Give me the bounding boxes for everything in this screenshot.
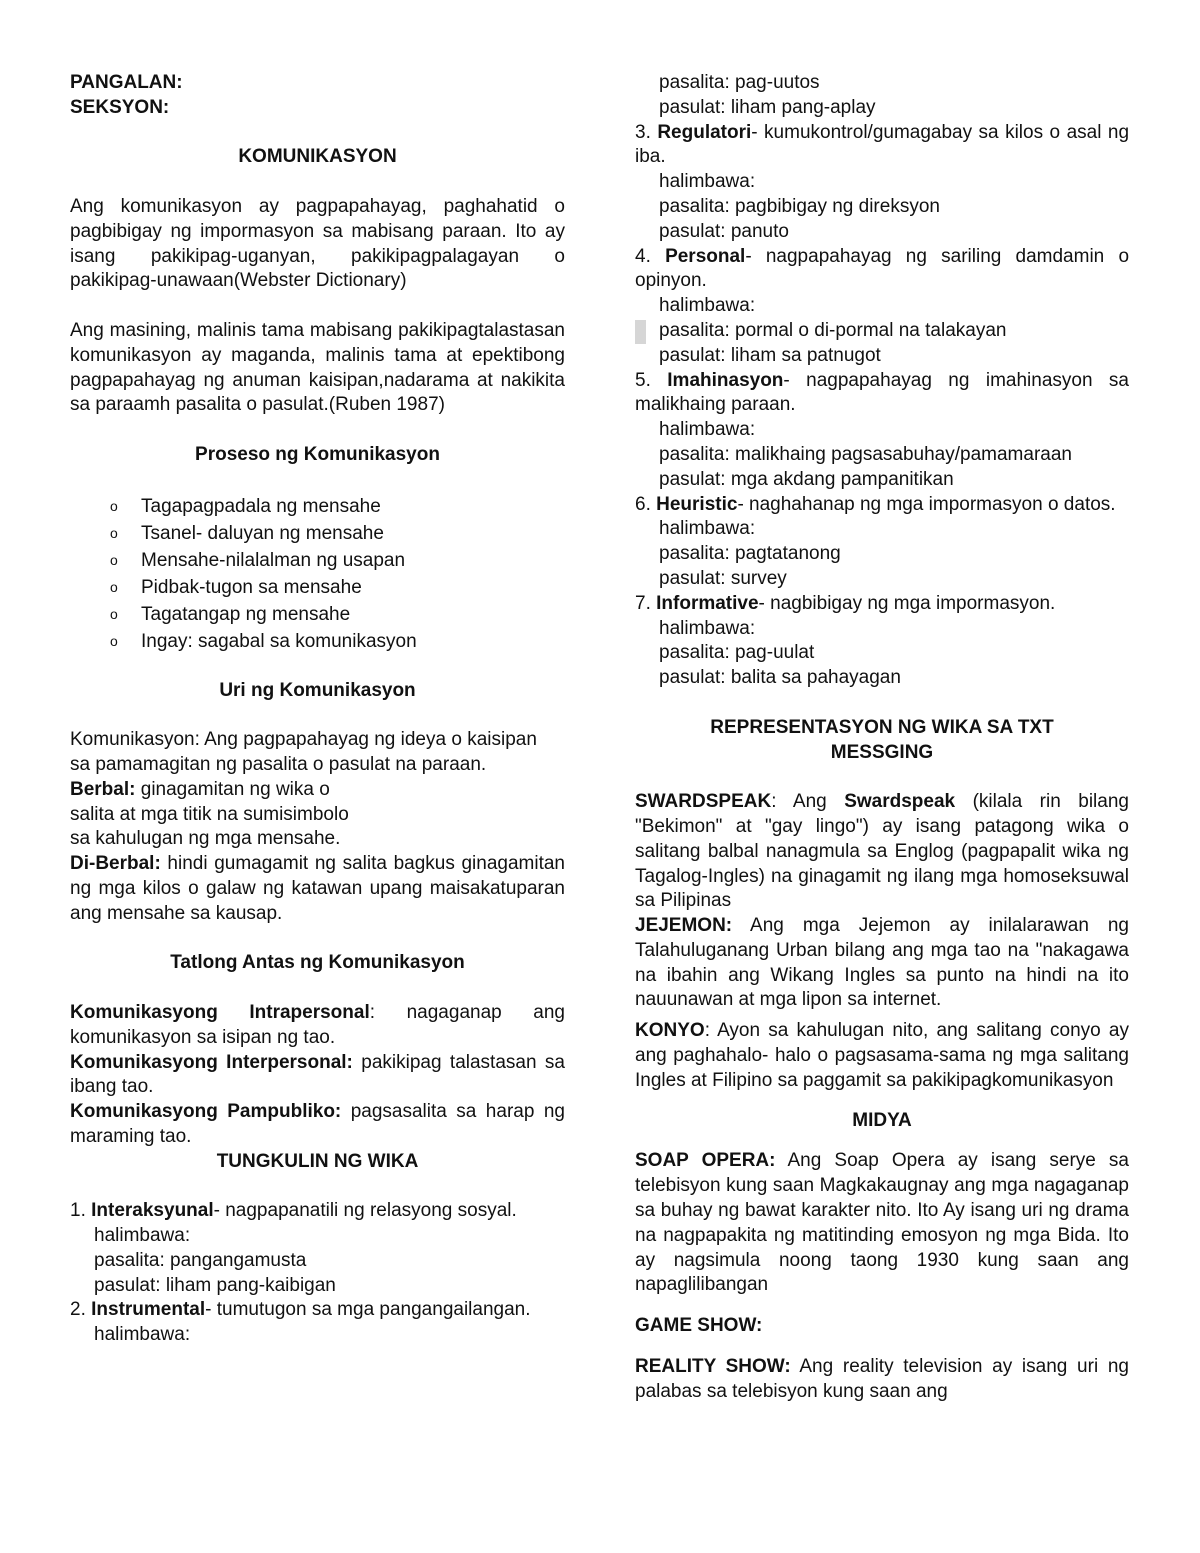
pampubliko-paragraph: Komunikasyong Pampubliko: pagsasalita sa harap ng maraming tao. xyxy=(70,1101,565,1147)
bullet-icon: o xyxy=(110,524,118,541)
right-column xyxy=(635,71,1129,1405)
proseso-title: Proseso ng Komunikasyon xyxy=(195,443,440,465)
example-pasalita: pasalita: malikhaing pagsasabuhay/pamamaraan xyxy=(659,443,1072,465)
example-pasulat: pasulat: mga akdang pampanitikan xyxy=(659,468,954,490)
pampubliko-term: Komunikasyong Pampubliko: xyxy=(70,1101,342,1123)
berbal-paragraph: Berbal: ginagamitan ng wika o xyxy=(70,778,330,800)
example-pasulat: pasulat: liham pang-kaibigan xyxy=(94,1274,336,1296)
game-show-heading: GAME SHOW: xyxy=(635,1315,763,1337)
left-column xyxy=(70,71,565,1348)
list-item: o Tagatangap ng mensahe xyxy=(70,601,565,628)
representasyon-title-line-1: REPRESENTASYON NG WIKA SA TXT xyxy=(710,716,1054,738)
example-pasulat: pasulat: survey xyxy=(659,567,787,589)
soap-opera-paragraph: SOAP OPERA: Ang Soap Opera ay isang serye sa telebisyon kung saan Magkakaugnay ang mga nagaganap sa buhay ng bawat karakter nito. Ito Ay isang uri ng drama na nagpapakita ng matitinding emosyon ng mga Bida. Ito ay nagsimula noong taong 1930 kung saan ang napaglilibangan xyxy=(635,1150,1129,1296)
diberbal-term: Di-Berbal: xyxy=(70,853,161,875)
intrapersonal-term: Komunikasyong Intrapersonal xyxy=(70,1001,370,1023)
interpersonal-term: Komunikasyong Interpersonal: xyxy=(70,1051,353,1073)
uri-title: Uri ng Komunikasyon xyxy=(219,679,416,701)
tungkulin-item-3: 3. Regulatori- kumukontrol/gumagabay sa kilos o asal ng iba. xyxy=(635,121,1130,168)
halimbawa-label: halimbawa: xyxy=(659,419,756,441)
halimbawa-label: halimbawa: xyxy=(659,171,756,193)
berbal-line-3: sa kahulugan ng mga mensahe. xyxy=(70,828,341,850)
representasyon-title-line-2: MESSGING xyxy=(830,741,934,763)
halimbawa-label: halimbawa: xyxy=(659,295,756,317)
tungkulin-item-1: 1. Interaksyunal- nagpapanatili ng relasyong sosyal. xyxy=(70,1200,517,1222)
tungkulin-item-7: 7. Informative- nagbibigay ng mga impormasyon. xyxy=(635,592,1056,614)
example-pasulat: pasulat: balita sa pahayagan xyxy=(659,667,901,689)
tungkulin-item-6: 6. Heuristic- naghahanap ng mga impormasyon o datos. xyxy=(635,493,1116,515)
section-label: SEKSYON: xyxy=(70,96,170,118)
tungkulin-item-5: 5. Imahinasyon- nagpapahayag ng imahinasyon sa malikhaing paraan. xyxy=(635,369,1129,416)
berbal-term: Berbal: xyxy=(70,778,136,800)
example-pasalita: pasalita: pag-uulat xyxy=(659,642,815,664)
example-pasalita: pasalita: pagbibigay ng direksyon xyxy=(659,195,940,217)
list-item: o Tagapagpadala ng mensahe xyxy=(70,493,565,520)
example-pasulat: pasulat: panuto xyxy=(659,220,789,242)
interpersonal-paragraph: Komunikasyong Interpersonal: pakikipag talastasan sa ibang tao. xyxy=(70,1051,565,1098)
bullet-icon: o xyxy=(110,497,118,514)
bullet-icon: o xyxy=(110,605,118,622)
bullet-icon: o xyxy=(110,578,118,595)
halimbawa-label: halimbawa: xyxy=(659,617,756,639)
diberbal-paragraph: Di-Berbal: hindi gumagamit ng salita bagkus ginagamitan ng mga kilos o galaw ng katawan upang maisakatuparan ang mensahe sa kausap. xyxy=(70,853,565,924)
list-item: o Ingay: sagabal sa komunikasyon xyxy=(70,628,565,655)
konyo-paragraph: KONYO: Ayon sa kahulugan nito, ang salitang conyo ay ang paghahalo- halo o pagsasama-sama ng mga salitang Ingles at Filipino sa paggamit sa pakikipagkomunikasyon xyxy=(635,1020,1129,1091)
jejemon-paragraph: JEJEMON: Ang mga Jejemon ay inilalarawan ng Talahuluganang Urban bilang ang mga tao na "nakagawa na ibahin ang Wikang Ingles sa punto na hindi na ito nauunawan at mga lipon sa internet. xyxy=(635,915,1129,1011)
example-pasalita: pasalita: pagtatanong xyxy=(659,543,841,565)
list-item: o Mensahe-nilalalman ng usapan xyxy=(70,547,565,574)
example-pasalita: pasalita: pormal o di-pormal na talakayan xyxy=(659,319,1007,341)
gray-marker xyxy=(635,320,646,344)
example-pasulat: pasulat: liham pang-aplay xyxy=(659,96,876,118)
example-pasulat: pasulat: liham sa patnugot xyxy=(659,344,881,366)
berbal-line-2: salita at mga titik na sumisimbolo xyxy=(70,803,349,825)
tungkulin-title: TUNGKULIN NG WIKA xyxy=(216,1150,419,1172)
list-item: o Pidbak-tugon sa mensahe xyxy=(70,574,565,601)
tungkulin-item-4: 4. Personal- nagpapahayag ng sariling damdamin o opinyon. xyxy=(635,245,1130,292)
midya-title: MIDYA xyxy=(852,1109,912,1131)
antas-title: Tatlong Antas ng Komunikasyon xyxy=(170,952,465,974)
example-pasalita: pasalita: pangangamusta xyxy=(94,1249,307,1271)
list-item: o Tsanel- daluyan ng mensahe xyxy=(70,520,565,547)
bullet-icon: o xyxy=(110,632,118,649)
tungkulin-item-2: 2. Instrumental- tumutugon sa mga pangangailangan. xyxy=(70,1299,531,1321)
uri-intro-2: sa pamamagitan ng pasalita o pasulat na paraan. xyxy=(70,753,487,775)
komunikasyon-definition-1: Ang komunikasyon ay pagpapahayag, paghahatid o pagbibigay ng impormasyon sa mabisang paraan. Ito ay isang pakikipag-uganyan, pakikipagpalagayan o pakikipag-unawaan(Webster Dictionary) xyxy=(70,195,565,292)
halimbawa-label: halimbawa: xyxy=(94,1324,191,1346)
intrapersonal-paragraph: Komunikasyong Intrapersonal: nagaganap ang komunikasyon sa isipan ng tao. xyxy=(70,1001,565,1048)
halimbawa-label: halimbawa: xyxy=(94,1225,191,1247)
example-pasalita: pasalita: pag-uutos xyxy=(659,72,820,93)
uri-intro: Komunikasyon: Ang pagpapahayag ng ideya o kaisipan xyxy=(70,729,537,751)
halimbawa-label: halimbawa: xyxy=(659,518,756,540)
name-label: PANGALAN: xyxy=(70,72,183,93)
komunikasyon-title: KOMUNIKASYON xyxy=(238,146,397,168)
reality-show-paragraph: REALITY SHOW: Ang reality television ay isang uri ng palabas sa telebisyon kung saan ang xyxy=(635,1356,1129,1402)
komunikasyon-definition-2: Ang masining, malinis tama mabisang pakikipagtalastasan komunikasyon ay maganda, malinis tama at epektibong pagpapahayag ng anuman kaisipan,nadarama at nakikita sa paraamh pasalita o pasulat.(Ruben 1987) xyxy=(70,319,565,416)
bullet-icon: o xyxy=(110,551,118,568)
swardspeak-paragraph: SWARDSPEAK: Ang Swardspeak (kilala rin bilang "Bekimon" at "gay lingo") ay isang patagong wika o salitang balbal nanagmula sa Englog (pagpapalit wika ng Tagalog-Ingles) na ginagamit ng ilang mga homoseksuwal sa Pilipinas xyxy=(635,791,1129,912)
proseso-list xyxy=(70,493,565,655)
